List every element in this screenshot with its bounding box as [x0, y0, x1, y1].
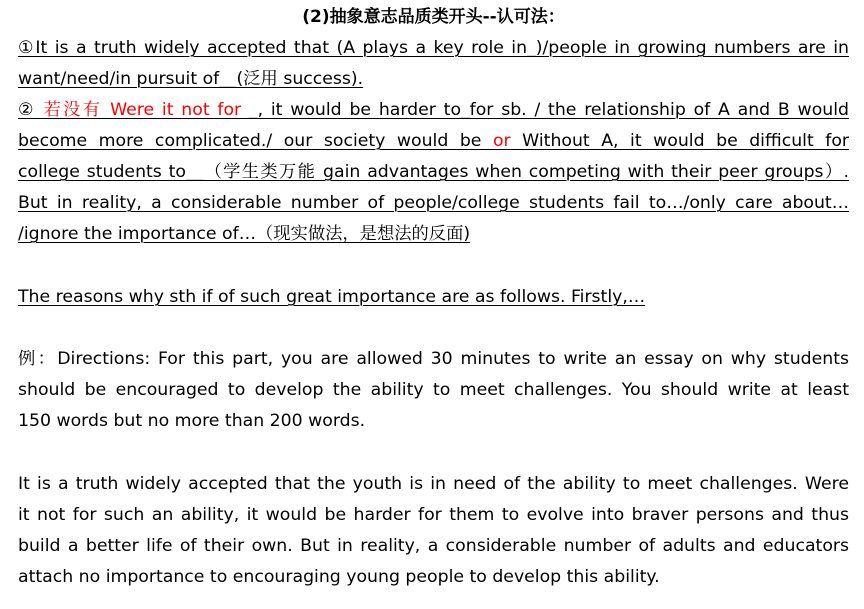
essay-line-2: it not for such an ability, it would be harder for them to evolve into braver persons and thus — [18, 505, 849, 525]
example-line-2: should be encouraged to develop the ability to meet challenges. You should write at least — [18, 380, 849, 400]
essay-line-4: attach no importance to encouraging young people to develop this ability. — [18, 567, 660, 587]
reasons-line: The reasons why sth if of such great importance are as follows. Firstly,… — [18, 287, 646, 307]
essay-line-3: build a better life of their own. But in reality, a considerable number of adults and educators — [18, 536, 849, 556]
example-line-1: 例：Directions: For this part, you are allowed 30 minutes to write an essay on why students — [18, 349, 849, 369]
template-line-4-pre: become more complicated./ our society would be — [18, 131, 493, 151]
example-line-3: 150 words but no more than 200 words. — [18, 411, 366, 431]
template-line-5: college students to__（学生类万能 gain advantages when competing with their peer groups）. — [18, 162, 849, 182]
template-line-7: /ignore the importance of…（现实做法，是想法的反面) — [18, 224, 471, 244]
template-line-4-post: Without A, it would be difficult for — [510, 131, 849, 151]
template-line-1: ①It is a truth widely accepted that (A plays a key role in_)/people in growing numbers are in — [18, 38, 849, 58]
essay-line-1: It is a truth widely accepted that the youth is in need of the ability to meet challenges. Were — [18, 474, 849, 494]
circled-number-two: ② — [18, 100, 44, 120]
red-phrase-were-it-not-for: 若没有 Were it not for — [43, 100, 242, 120]
template-line-3-rest: _, it would be harder to_for sb. / the relationship of A and B would — [241, 100, 849, 120]
template-line-6: But in reality, a considerable number of people/college students fail to…/only care about… — [18, 193, 849, 213]
template-line-2: want/need/in pursuit of__(泛用 success). — [18, 69, 364, 89]
red-word-or: or — [492, 131, 511, 151]
template-line-4 — [18, 126, 849, 157]
template-line-3 — [18, 95, 849, 126]
section-heading: (2)抽象意志品质类开头--认可法： — [302, 7, 565, 27]
